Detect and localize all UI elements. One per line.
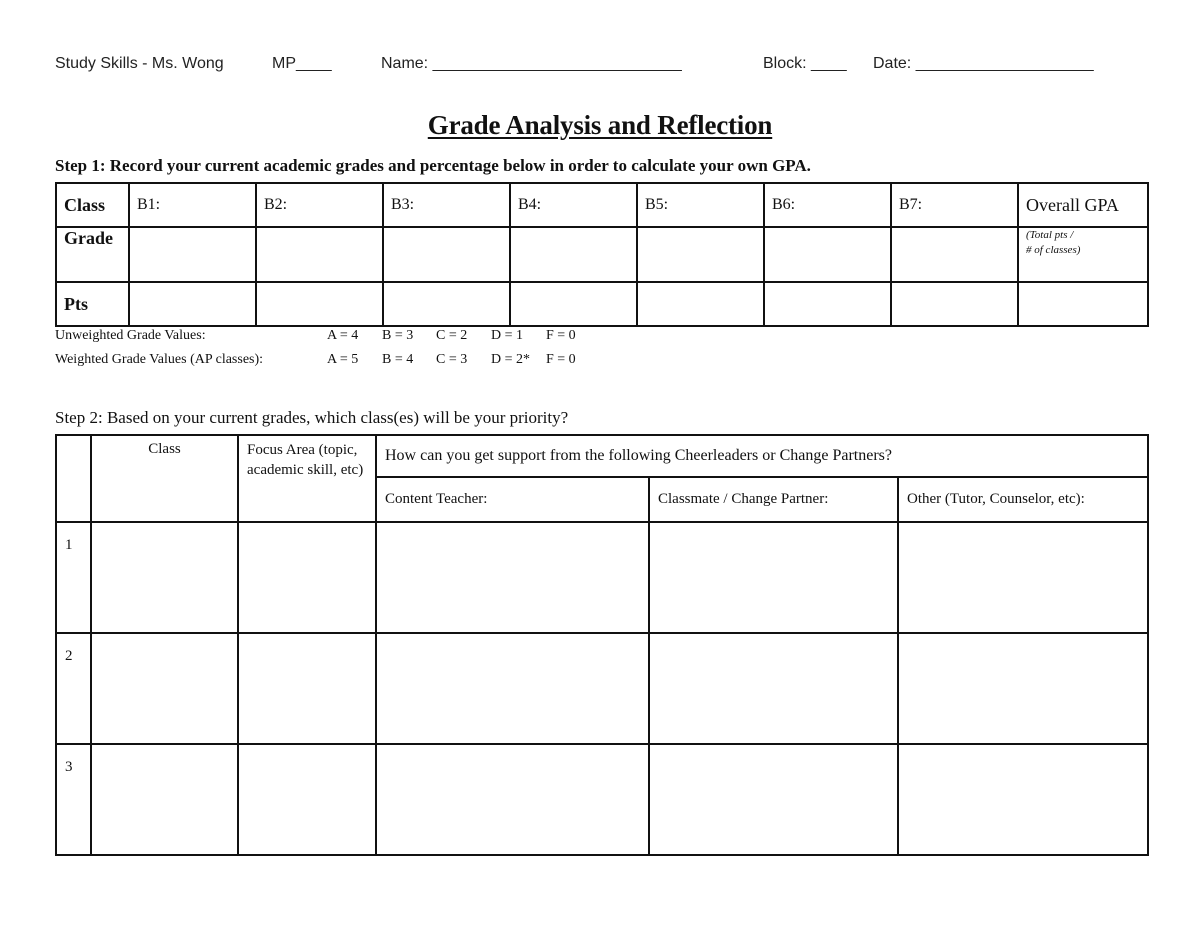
- priority-teacher-cell[interactable]: [376, 633, 649, 744]
- priority-focus-cell[interactable]: [238, 522, 376, 633]
- weighted-a: A = 5: [327, 352, 359, 367]
- priority-classmate-cell[interactable]: [649, 744, 898, 855]
- weighted-f: F = 0: [546, 352, 576, 367]
- priority-table: [55, 434, 1149, 856]
- unweighted-a: A = 4: [327, 328, 359, 343]
- marking-period-field[interactable]: MP____: [272, 55, 332, 72]
- overall-gpa-label: Overall GPA: [1018, 183, 1148, 227]
- pts-cell-b1[interactable]: [129, 282, 256, 326]
- other-support-header: Other (Tutor, Counselor, etc):: [898, 477, 1148, 522]
- row-number-header: [56, 435, 91, 522]
- support-question-header: How can you get support from the following Cheerleaders or Change Partners?: [376, 435, 1148, 477]
- unweighted-b: B = 3: [382, 328, 414, 343]
- priority-class-cell[interactable]: [91, 633, 238, 744]
- unweighted-c: C = 2: [436, 328, 468, 343]
- pts-cell-b6[interactable]: [764, 282, 891, 326]
- class-b6[interactable]: B6:: [764, 183, 891, 227]
- class-b3[interactable]: B3:: [383, 183, 510, 227]
- priority-teacher-cell[interactable]: [376, 744, 649, 855]
- class-b4[interactable]: B4:: [510, 183, 637, 227]
- classmate-header: Classmate / Change Partner:: [649, 477, 898, 522]
- grade-cell-b6[interactable]: [764, 227, 891, 282]
- priority-row-number: 3: [56, 744, 91, 855]
- class-b2[interactable]: B2:: [256, 183, 383, 227]
- unweighted-label: Unweighted Grade Values:: [55, 328, 206, 343]
- step2-instruction: Step 2: Based on your current grades, which class(es) will be your priority?: [55, 408, 569, 427]
- grade-cell-b5[interactable]: [637, 227, 764, 282]
- priority-other-cell[interactable]: [898, 633, 1148, 744]
- priority-row-number: 2: [56, 633, 91, 744]
- weighted-c: C = 3: [436, 352, 468, 367]
- priority-classmate-cell[interactable]: [649, 522, 898, 633]
- grade-cell-b3[interactable]: [383, 227, 510, 282]
- priority-class-cell[interactable]: [91, 744, 238, 855]
- focus-area-column-header: Focus Area (topic, academic skill, etc): [238, 435, 376, 522]
- unweighted-f: F = 0: [546, 328, 576, 343]
- priority-other-cell[interactable]: [898, 744, 1148, 855]
- priority-focus-cell[interactable]: [238, 744, 376, 855]
- pts-cell-b7[interactable]: [891, 282, 1018, 326]
- pts-cell-b5[interactable]: [637, 282, 764, 326]
- weighted-d: D = 2*: [491, 352, 531, 367]
- pts-cell-b2[interactable]: [256, 282, 383, 326]
- row-label-pts: Pts: [56, 282, 129, 326]
- priority-class-cell[interactable]: [91, 522, 238, 633]
- page-title: Grade Analysis and Reflection: [427, 110, 773, 140]
- course-label: Study Skills - Ms. Wong: [55, 55, 224, 72]
- row-label-class: Class: [56, 183, 129, 227]
- unweighted-d: D = 1: [491, 328, 524, 343]
- priority-focus-cell[interactable]: [238, 633, 376, 744]
- overall-gpa-cell[interactable]: [1018, 282, 1148, 326]
- grade-cell-b7[interactable]: [891, 227, 1018, 282]
- step1-instruction: Step 1: Record your current academic grades and percentage below in order to calculate your own GPA.: [55, 156, 811, 175]
- pts-cell-b4[interactable]: [510, 282, 637, 326]
- grade-cell-b4[interactable]: [510, 227, 637, 282]
- worksheet-header: [55, 55, 1145, 77]
- grade-cell-b2[interactable]: [256, 227, 383, 282]
- grade-cell-b1[interactable]: [129, 227, 256, 282]
- block-field[interactable]: Block: ____: [763, 55, 847, 72]
- date-field[interactable]: Date: ____________________: [873, 55, 1094, 72]
- gpa-note-line1: (Total pts /: [1026, 229, 1074, 241]
- class-column-header: Class: [91, 435, 238, 522]
- pts-cell-b3[interactable]: [383, 282, 510, 326]
- content-teacher-header: Content Teacher:: [376, 477, 649, 522]
- class-b7[interactable]: B7:: [891, 183, 1018, 227]
- priority-other-cell[interactable]: [898, 522, 1148, 633]
- priority-row-number: 1: [56, 522, 91, 633]
- row-label-grade: Grade: [56, 227, 129, 282]
- gpa-table: [55, 182, 1149, 327]
- priority-teacher-cell[interactable]: [376, 522, 649, 633]
- gpa-note-line2: # of classes): [1026, 244, 1081, 257]
- overall-gpa-note: [1018, 227, 1148, 282]
- priority-classmate-cell[interactable]: [649, 633, 898, 744]
- class-b5[interactable]: B5:: [637, 183, 764, 227]
- class-b1[interactable]: B1:: [129, 183, 256, 227]
- weighted-label: Weighted Grade Values (AP classes):: [55, 352, 264, 367]
- weighted-b: B = 4: [382, 352, 414, 367]
- name-field[interactable]: Name: ____________________________: [381, 55, 682, 72]
